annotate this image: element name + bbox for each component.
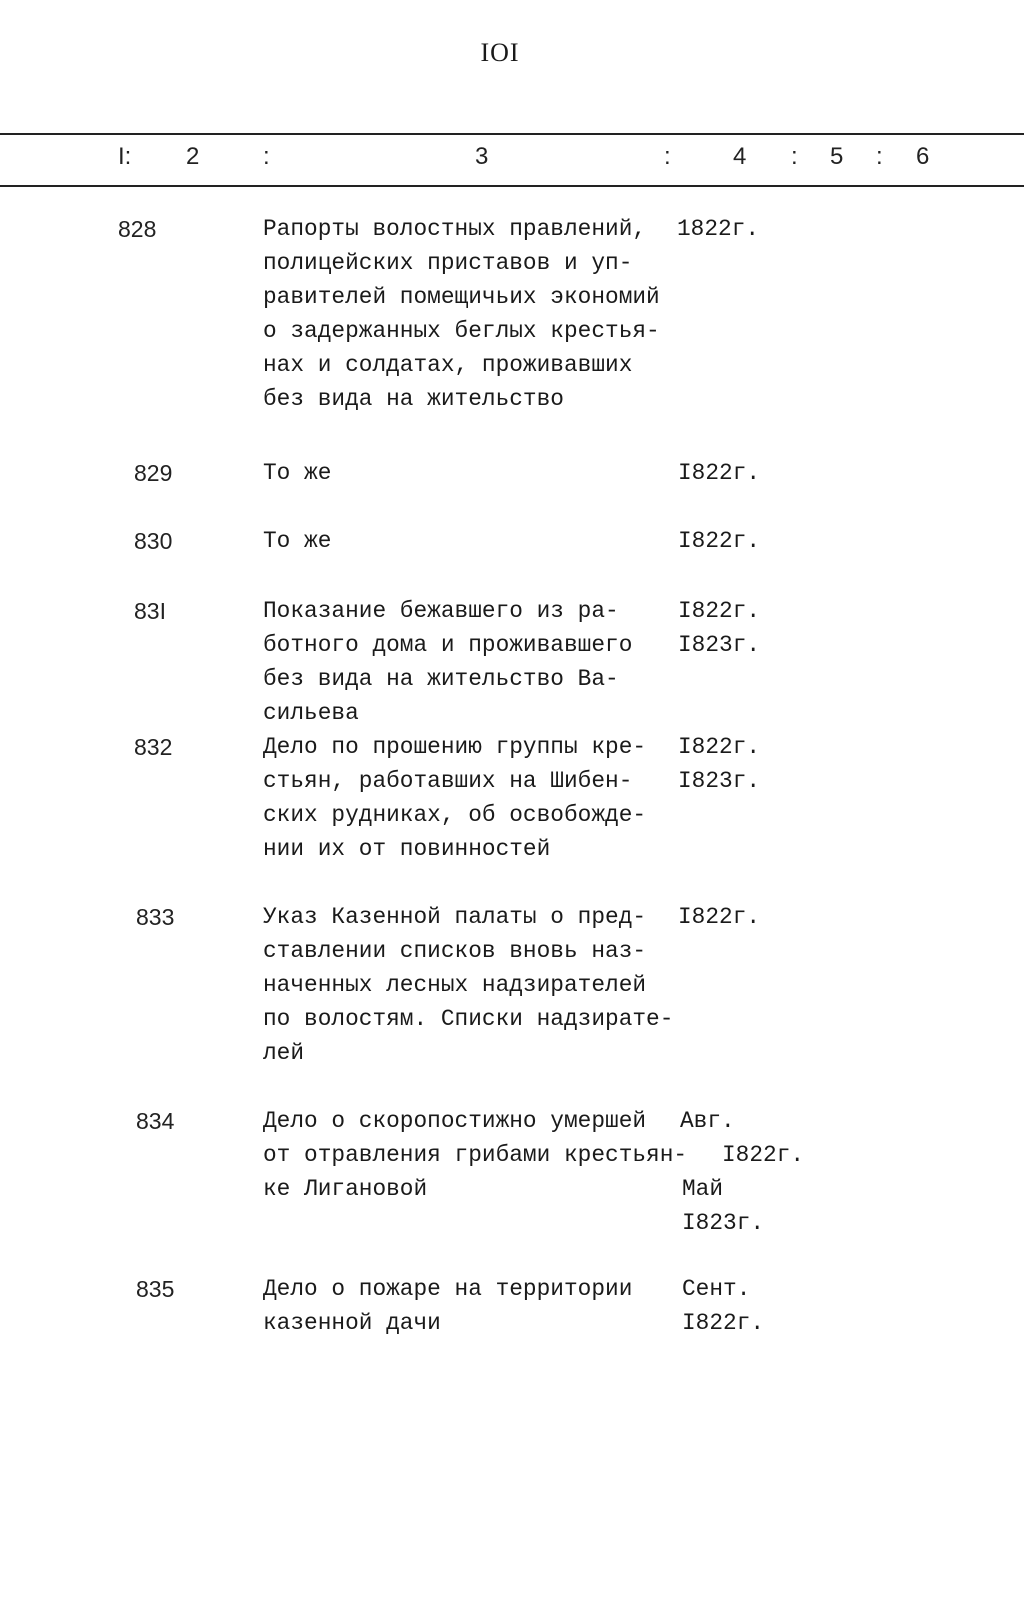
column-number: 6 bbox=[916, 143, 930, 170]
description-line: То же bbox=[263, 460, 332, 486]
entry-date: I822г. bbox=[678, 904, 761, 930]
entry-description bbox=[263, 212, 660, 416]
entry-description bbox=[263, 900, 673, 1070]
description-line: ке Лигановой bbox=[263, 1176, 428, 1202]
description-line: по волостям. Списки надзирате- bbox=[263, 1006, 674, 1032]
entry-description bbox=[263, 730, 646, 866]
entry-dates bbox=[678, 456, 760, 490]
description-line: Показание бежавшего из ра- bbox=[263, 598, 619, 624]
description-line: стьян, работавших на Шибен- bbox=[263, 768, 633, 794]
entry-description bbox=[263, 594, 632, 730]
column-number: 2 bbox=[186, 143, 200, 170]
entry-dates bbox=[682, 1272, 764, 1340]
column-separator: : bbox=[664, 143, 671, 170]
entry-date: I823г. bbox=[678, 632, 761, 658]
entry-date: I822г. bbox=[678, 598, 761, 624]
entry-date: I823г. bbox=[682, 1210, 765, 1236]
header-bottom-rule bbox=[0, 185, 1024, 187]
description-line: без вида на жительство bbox=[263, 386, 564, 412]
column-number: 3 bbox=[475, 143, 489, 170]
description-line: без вида на жительство Ва- bbox=[263, 666, 619, 692]
description-line: ставлении списков вновь наз- bbox=[263, 938, 647, 964]
entry-date: I822г. bbox=[678, 528, 761, 554]
column-number: 4 bbox=[733, 143, 747, 170]
entry-number: 829 bbox=[134, 460, 173, 486]
entry-number: 832 bbox=[134, 734, 173, 760]
description-line: То же bbox=[263, 528, 332, 554]
description-line: полицейских приставов и уп- bbox=[263, 250, 633, 276]
column-separator: : bbox=[263, 143, 270, 170]
description-line: казенной дачи bbox=[263, 1310, 441, 1336]
entry-date: I822г. bbox=[678, 460, 761, 486]
entry-number: 830 bbox=[134, 528, 173, 554]
description-line: наченных лесных надзирателей bbox=[263, 972, 647, 998]
entry-description bbox=[263, 1272, 632, 1340]
description-line: Дело о пожаре на территории bbox=[263, 1276, 633, 1302]
description-line: Указ Казенной палаты о пред- bbox=[263, 904, 647, 930]
description-line: ских рудниках, об освобожде- bbox=[263, 802, 647, 828]
entry-number: 833 bbox=[136, 904, 175, 930]
entry-description bbox=[263, 524, 331, 558]
entry-number: 834 bbox=[136, 1108, 175, 1134]
entry-date: 1822г. bbox=[677, 216, 760, 242]
header-top-rule bbox=[0, 133, 1024, 135]
description-line: от отравления грибами крестьян- bbox=[263, 1142, 688, 1168]
entry-dates bbox=[677, 212, 759, 246]
column-separator: : bbox=[876, 143, 883, 170]
entry-date: I823г. bbox=[678, 768, 761, 794]
description-line: нии их от повинностей bbox=[263, 836, 551, 862]
description-line: сильева bbox=[263, 700, 359, 726]
description-line: ботного дома и проживавшего bbox=[263, 632, 633, 658]
column-number: 5 bbox=[830, 143, 844, 170]
entry-date: I822г. bbox=[678, 734, 761, 760]
entry-date: I822г. bbox=[682, 1310, 765, 1336]
entry-dates bbox=[678, 900, 760, 934]
description-line: нах и солдатах, проживавших bbox=[263, 352, 633, 378]
entry-number: 83I bbox=[134, 598, 166, 624]
entry-dates bbox=[678, 730, 760, 798]
description-line: Рапорты волостных правлений, bbox=[263, 216, 647, 242]
description-line: Дело о скоропостижно умершей bbox=[263, 1108, 647, 1134]
entry-date: Май bbox=[682, 1176, 724, 1202]
entry-number: 828 bbox=[118, 216, 157, 242]
entry-description bbox=[263, 456, 331, 490]
entry-dates bbox=[678, 524, 760, 558]
entry-description bbox=[263, 1104, 687, 1206]
description-line: о задержанных беглых крестья- bbox=[263, 318, 660, 344]
entry-dates bbox=[678, 594, 760, 662]
page-number: IOI bbox=[480, 38, 520, 67]
description-line: равителей помещичьих экономий bbox=[263, 284, 660, 310]
entry-date: I822г. bbox=[722, 1142, 805, 1168]
entry-date: Авг. bbox=[680, 1108, 735, 1134]
description-line: лей bbox=[263, 1040, 305, 1066]
entry-date: Сент. bbox=[682, 1276, 751, 1302]
column-separator: : bbox=[791, 143, 798, 170]
column-number: I: bbox=[118, 143, 132, 170]
description-line: Дело по прошению группы кре- bbox=[263, 734, 647, 760]
entry-number: 835 bbox=[136, 1276, 175, 1302]
